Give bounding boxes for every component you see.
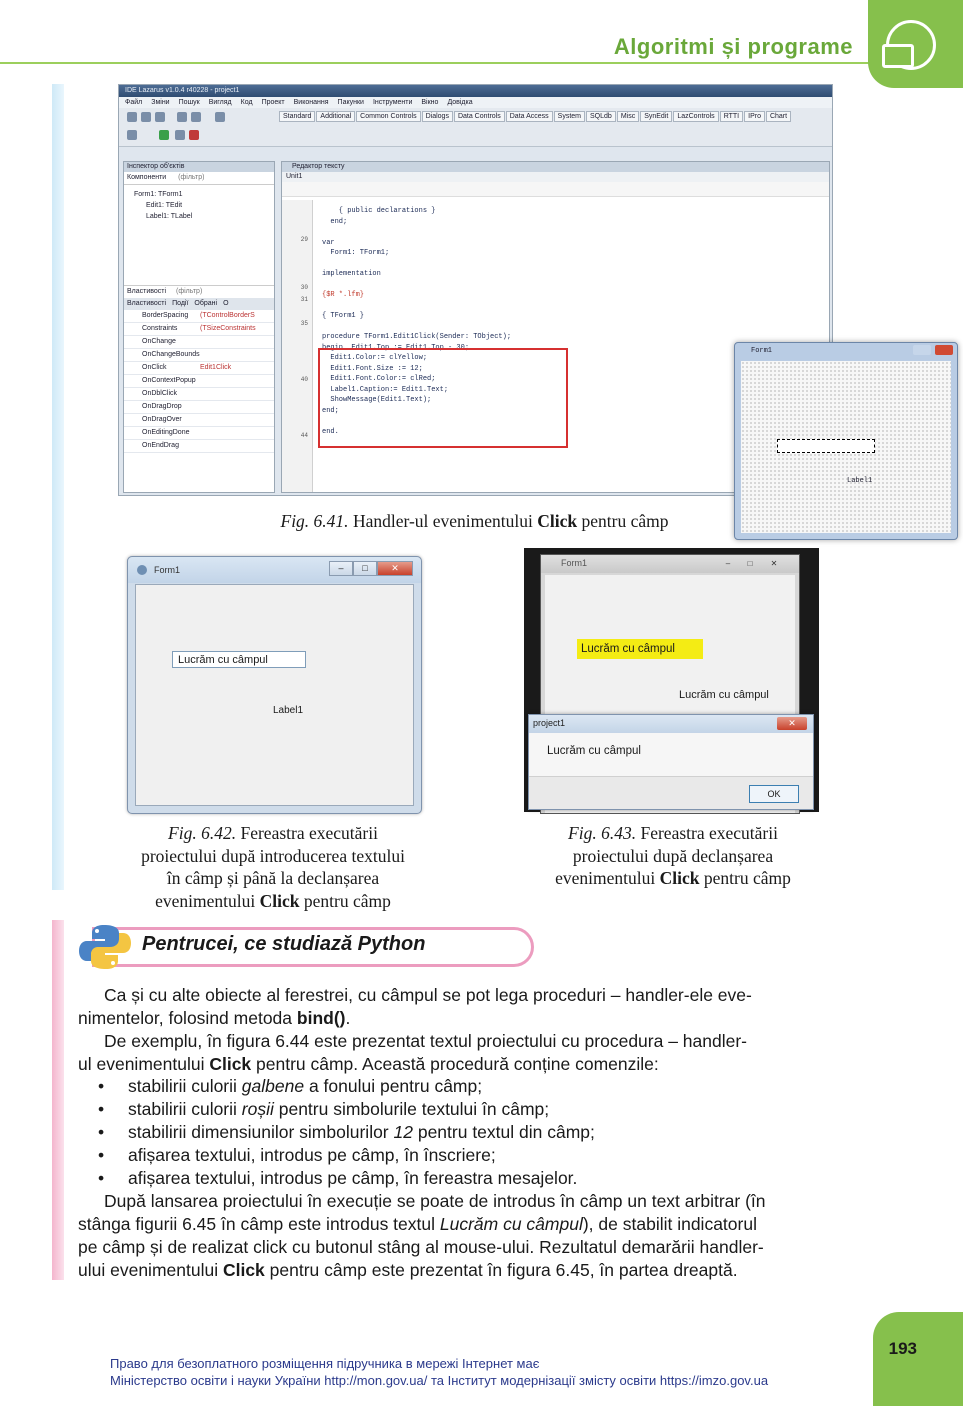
monitor-icon bbox=[882, 44, 914, 68]
code-line: Edit1.Color:= clYellow; bbox=[322, 354, 428, 362]
new-icon bbox=[127, 112, 137, 122]
code-line bbox=[322, 322, 511, 333]
palette-tab[interactable]: RTTI bbox=[720, 111, 743, 122]
unit-icon bbox=[215, 112, 225, 122]
property-tab[interactable]: О bbox=[223, 300, 229, 307]
caption-buttons bbox=[329, 561, 413, 576]
caption-line: proiectului după declanșarea bbox=[572, 845, 774, 866]
para-text: stânga figurii 6.45 în câmp este introdus textul bbox=[78, 1214, 440, 1234]
code-line: { TForm1 } bbox=[322, 312, 365, 320]
code-line bbox=[322, 259, 511, 270]
para-text: ului evenimentului bbox=[78, 1260, 223, 1280]
event-value: (TSizeConstraints bbox=[200, 325, 256, 332]
props-filter-value: (фільтр) bbox=[176, 288, 203, 295]
caption-bold: Click bbox=[659, 868, 700, 888]
event-value: Edit1Click bbox=[200, 364, 232, 371]
footer-line-1: Право для безоплатного розміщення підручника в мережі Інтернет має bbox=[110, 1356, 540, 1371]
footer-line-2: Міністерство освіти і науки України http://mon.gov.ua/ та Інститут модернізації змісту освіти https://imzo.gov.ua bbox=[110, 1373, 769, 1388]
window-body bbox=[135, 584, 414, 806]
filter-label: Компоненти bbox=[127, 174, 167, 181]
caption-line: evenimentului bbox=[555, 868, 660, 888]
bullet-text: afișarea textului, introdus pe câmp, în fereastra mesajelor. bbox=[128, 1168, 578, 1188]
event-row[interactable] bbox=[124, 362, 274, 375]
dialog-message: Lucrăm cu câmpul bbox=[547, 745, 641, 757]
code-line: end; bbox=[322, 406, 339, 415]
event-row[interactable] bbox=[124, 401, 274, 414]
caption-line: proiectului după introducerea textului bbox=[141, 845, 405, 866]
tree-node[interactable]: Edit1: TEdit bbox=[146, 202, 183, 209]
code-line: {$R *.lfm} bbox=[322, 291, 365, 299]
design-grid bbox=[741, 361, 951, 533]
event-name: OnDragOver bbox=[142, 416, 182, 423]
menu-item[interactable]: Проект bbox=[261, 99, 285, 106]
bullet-text: pentru textul din câmp; bbox=[412, 1122, 595, 1142]
code-line: Form1: TForm1; bbox=[322, 249, 390, 257]
code-line: end; bbox=[322, 217, 348, 226]
side-strip-blue bbox=[52, 84, 64, 890]
handler-highlight bbox=[318, 348, 568, 448]
editor-gutter bbox=[282, 200, 313, 492]
menu-item[interactable]: Пошук bbox=[178, 99, 200, 106]
props-filter bbox=[124, 285, 274, 298]
fig-number: Fig. 6.41. bbox=[280, 511, 349, 531]
code-line: var bbox=[322, 238, 335, 247]
menu-item[interactable]: Код bbox=[240, 99, 253, 106]
line-number: 35 bbox=[300, 320, 308, 327]
paragraph-1 bbox=[78, 984, 874, 1030]
palette-tab[interactable]: LazControls bbox=[673, 111, 718, 122]
window-title: Form1 bbox=[561, 558, 588, 568]
python-logo-icon bbox=[78, 922, 132, 972]
bullet-italic: roșii bbox=[241, 1099, 274, 1119]
caption-line: pentru câmp bbox=[299, 890, 391, 911]
code-line bbox=[322, 301, 511, 312]
edit1-design bbox=[777, 439, 875, 453]
open-icon bbox=[141, 112, 151, 122]
caption-bold: Click bbox=[259, 890, 300, 911]
side-strip-pink bbox=[52, 920, 64, 1280]
menu-item[interactable]: Довідка bbox=[447, 99, 473, 106]
code-line: Edit1.Font.Color:= clRed; bbox=[322, 375, 436, 383]
event-row[interactable] bbox=[124, 310, 274, 323]
dialog-title: project1 bbox=[533, 718, 566, 728]
event-name: Constraints bbox=[142, 325, 178, 332]
menu-item[interactable]: Файл bbox=[125, 99, 143, 106]
event-row[interactable] bbox=[124, 427, 274, 440]
para-text: ), de stabilit indicatorul bbox=[582, 1214, 757, 1234]
ide-screenshot bbox=[118, 84, 873, 496]
palette-tab[interactable]: IPro bbox=[744, 111, 765, 122]
dialog-titlebar bbox=[529, 715, 813, 733]
event-name: OnChange bbox=[142, 338, 176, 345]
inspector-filter bbox=[124, 172, 274, 185]
maximize-icon bbox=[913, 345, 931, 355]
text-field[interactable]: Lucrăm cu câmpul bbox=[172, 651, 306, 668]
bullet-italic: 12 bbox=[393, 1122, 413, 1142]
bullet-text: pentru simbolurile textului în câmp; bbox=[273, 1099, 550, 1119]
event-name: OnEditingDone bbox=[142, 429, 190, 436]
para-bold: Click bbox=[209, 1054, 252, 1074]
menu-item[interactable]: Вигляд bbox=[208, 99, 232, 106]
bullet-italic: galbene bbox=[241, 1076, 305, 1096]
para-text: . bbox=[345, 1008, 351, 1028]
label1: Label1 bbox=[273, 705, 304, 716]
property-tab[interactable]: Властивості bbox=[127, 300, 167, 307]
code-line: begin Edit1.Top := Edit1.Top - 30; bbox=[322, 343, 470, 352]
event-row[interactable] bbox=[124, 414, 274, 427]
palette-tab[interactable]: Standard bbox=[279, 111, 315, 122]
menu-item[interactable]: Вікно bbox=[421, 99, 439, 106]
palette-tabs bbox=[279, 111, 832, 121]
label1-design: Label1 bbox=[847, 477, 873, 485]
para-line: Ca și cu alte obiecte al ferestrei, cu câmpul se pot lega proceduri – handler-ele eve- bbox=[104, 985, 752, 1005]
palette-tab[interactable]: SQLdb bbox=[586, 111, 616, 122]
view-icon bbox=[127, 130, 137, 140]
bullet-text: afișarea textului, introdus pe câmp, în înscriere; bbox=[128, 1145, 496, 1165]
editor-title: Редактор тексту bbox=[282, 162, 829, 172]
close-icon bbox=[191, 112, 201, 122]
code-line: ShowMessage(Edit1.Text); bbox=[322, 396, 432, 404]
para-line: pe câmp și de realizat click cu butonul stâng al mouse-ului. Rezultatul demarării handler- bbox=[78, 1237, 764, 1257]
menu-item[interactable]: Пакунки bbox=[337, 99, 364, 106]
event-name: OnDblClick bbox=[142, 390, 178, 397]
caption-text: Handler-ul evenimentului bbox=[348, 511, 538, 531]
bullet-item bbox=[104, 1167, 577, 1190]
minimize-button[interactable]: – bbox=[725, 559, 731, 568]
event-row[interactable] bbox=[124, 323, 274, 336]
fig-6-41-caption bbox=[118, 510, 831, 533]
tree-node[interactable]: Form1: TForm1 bbox=[134, 191, 183, 198]
event-value: (TControlBorderS bbox=[200, 312, 255, 319]
code-line: end. bbox=[322, 427, 339, 436]
window-titlebar bbox=[128, 557, 421, 583]
event-row[interactable] bbox=[124, 440, 274, 453]
event-row[interactable] bbox=[124, 349, 274, 362]
event-name: BorderSpacing bbox=[142, 312, 189, 319]
para-text: ul evenimentului bbox=[78, 1054, 210, 1074]
fig-number: Fig. 6.42. bbox=[168, 823, 237, 843]
fig-6-43-caption bbox=[498, 822, 848, 890]
palette-tab[interactable]: Misc bbox=[617, 111, 639, 122]
para-bold: Click bbox=[222, 1260, 265, 1280]
code-line: procedure TForm1.Edit1Click(Sender: TObject); bbox=[322, 333, 512, 341]
stop-icon bbox=[189, 130, 199, 140]
paragraph-2 bbox=[78, 1030, 874, 1076]
bullet-text: stabilirii culorii bbox=[128, 1099, 242, 1119]
form1-title: Form1 bbox=[751, 347, 773, 355]
ide-toolbar bbox=[119, 108, 832, 147]
code-line: Label1.Caption:= Edit1.Text; bbox=[322, 385, 449, 394]
menu-item[interactable]: Виконання bbox=[293, 99, 329, 106]
para-line: De exemplu, în figura 6.44 este prezentat textul proiectului cu procedura – handler- bbox=[104, 1031, 748, 1051]
line-number: 40 bbox=[300, 376, 308, 383]
para-text: pentru câmp este prezentat în figura 6.45, în partea dreaptă. bbox=[264, 1260, 738, 1280]
event-name: OnDragDrop bbox=[142, 403, 182, 410]
save-all-icon bbox=[177, 112, 187, 122]
bullet-text: stabilirii culorii bbox=[128, 1076, 242, 1096]
para-bold: bind() bbox=[296, 1008, 346, 1028]
paragraph-3 bbox=[78, 1190, 874, 1282]
palette-tab[interactable]: Dialogs bbox=[422, 111, 453, 122]
palette-tab[interactable]: Additional bbox=[316, 111, 355, 122]
palette-tab[interactable]: Data Access bbox=[506, 111, 553, 122]
ide-menubar bbox=[119, 97, 832, 108]
maximize-button[interactable]: □ bbox=[747, 559, 753, 568]
event-list bbox=[124, 310, 274, 453]
pause-icon bbox=[175, 130, 185, 140]
ide-titlebar: IDE Lazarus v1.0.4 r40228 - project1 bbox=[119, 85, 832, 97]
caption-line: pentru câmp bbox=[699, 868, 791, 888]
caption-text-end: pentru câmp bbox=[577, 511, 669, 531]
code-line bbox=[322, 227, 511, 238]
palette-tab[interactable]: Data Controls bbox=[454, 111, 505, 122]
para-line: După lansarea proiectului în execuție se poate de introdus în câmp un text arbitrar (în bbox=[104, 1191, 766, 1211]
para-text: nimentelor, folosind metoda bbox=[78, 1008, 297, 1028]
fig-number: Fig. 6.43. bbox=[568, 823, 637, 843]
tree-node[interactable]: Label1: TLabel bbox=[146, 213, 193, 220]
run-icon bbox=[159, 130, 169, 140]
form1-window bbox=[127, 556, 422, 814]
property-tabs bbox=[124, 298, 274, 310]
app-icon bbox=[137, 565, 147, 575]
header-rule bbox=[0, 62, 880, 64]
component-tree bbox=[124, 185, 274, 285]
property-tab[interactable]: Обрані bbox=[194, 300, 218, 307]
bullet-text: a fonului pentru câmp; bbox=[304, 1076, 483, 1096]
chapter-tab bbox=[868, 0, 963, 88]
event-row[interactable] bbox=[124, 375, 274, 388]
para-italic: Lucrăm cu câmpul bbox=[439, 1214, 583, 1234]
code-line bbox=[322, 280, 511, 291]
dialog-close-button[interactable]: ✕ bbox=[777, 717, 807, 730]
page-number: 193 bbox=[888, 1339, 917, 1358]
para-text: pentru câmp. Această procedură conține comenzile: bbox=[251, 1054, 659, 1074]
minimize-button[interactable]: – bbox=[329, 561, 353, 576]
bullet-item bbox=[104, 1075, 482, 1098]
window-title: Form1 bbox=[154, 565, 181, 575]
event-name: OnClick bbox=[142, 364, 167, 371]
caption-bold: Click bbox=[537, 511, 578, 531]
line-number: 31 bbox=[300, 296, 308, 303]
event-name: OnContextPopup bbox=[142, 377, 196, 384]
window-titlebar bbox=[541, 555, 799, 573]
caption-line: Fereastra executării bbox=[236, 823, 378, 843]
fig-6-42-caption bbox=[78, 822, 468, 912]
filter-value: (фільтр) bbox=[178, 174, 205, 181]
property-tab[interactable]: Події bbox=[172, 300, 189, 307]
python-banner-title: Pentrucei, ce studiază Python bbox=[142, 933, 426, 955]
code-line: implementation bbox=[322, 270, 381, 278]
editor-tab: Unit1 bbox=[282, 172, 829, 182]
palette-tab[interactable]: SynEdit bbox=[640, 111, 672, 122]
save-icon bbox=[155, 112, 165, 122]
caption-line: evenimentului bbox=[155, 890, 260, 911]
close-icon bbox=[935, 345, 953, 355]
bullet-item bbox=[104, 1098, 549, 1121]
message-dialog bbox=[528, 714, 814, 810]
ok-button[interactable]: OK bbox=[749, 785, 799, 803]
event-name: OnChangeBounds bbox=[142, 351, 200, 358]
editor-nav bbox=[282, 182, 829, 197]
event-row[interactable] bbox=[124, 336, 274, 349]
palette-tab[interactable]: Common Controls bbox=[356, 111, 420, 122]
inspector-title: Інспектор об'єктів bbox=[124, 162, 274, 172]
source-editor bbox=[281, 161, 873, 493]
object-inspector bbox=[123, 161, 275, 493]
line-number: 44 bbox=[300, 432, 308, 439]
label1: Lucrăm cu câmpul bbox=[679, 689, 769, 701]
bullet-text: stabilirii dimensiunilor simbolurilor bbox=[128, 1122, 394, 1142]
dialog-footer bbox=[529, 776, 813, 809]
code-line: Edit1.Font.Size := 12; bbox=[322, 364, 423, 373]
text-field-yellow[interactable]: Lucrăm cu câmpul bbox=[577, 639, 703, 659]
line-number: 29 bbox=[300, 236, 308, 243]
event-name: OnEndDrag bbox=[142, 442, 179, 449]
bullet-item bbox=[104, 1144, 496, 1167]
chapter-title: Algoritmi și programe bbox=[613, 34, 853, 59]
event-row[interactable] bbox=[124, 388, 274, 401]
caption-line: în câmp și până la declanșarea bbox=[166, 868, 380, 888]
palette-tab[interactable]: Chart bbox=[766, 111, 791, 122]
palette-tab[interactable]: System bbox=[554, 111, 585, 122]
menu-item[interactable]: Зміни bbox=[151, 99, 170, 106]
code-line: { public declarations } bbox=[322, 207, 436, 215]
menu-item[interactable]: Інструменти bbox=[372, 99, 413, 106]
close-button[interactable]: ✕ bbox=[377, 561, 413, 576]
close-button[interactable]: ✕ bbox=[770, 559, 778, 568]
caption-line: Fereastra executării bbox=[636, 823, 778, 843]
maximize-button[interactable]: □ bbox=[353, 561, 377, 576]
props-label: Властивості bbox=[127, 288, 167, 295]
page-number-tab bbox=[873, 1312, 963, 1406]
line-number: 30 bbox=[300, 284, 308, 291]
bullet-item bbox=[104, 1121, 595, 1144]
form1-titlebar bbox=[735, 343, 957, 359]
